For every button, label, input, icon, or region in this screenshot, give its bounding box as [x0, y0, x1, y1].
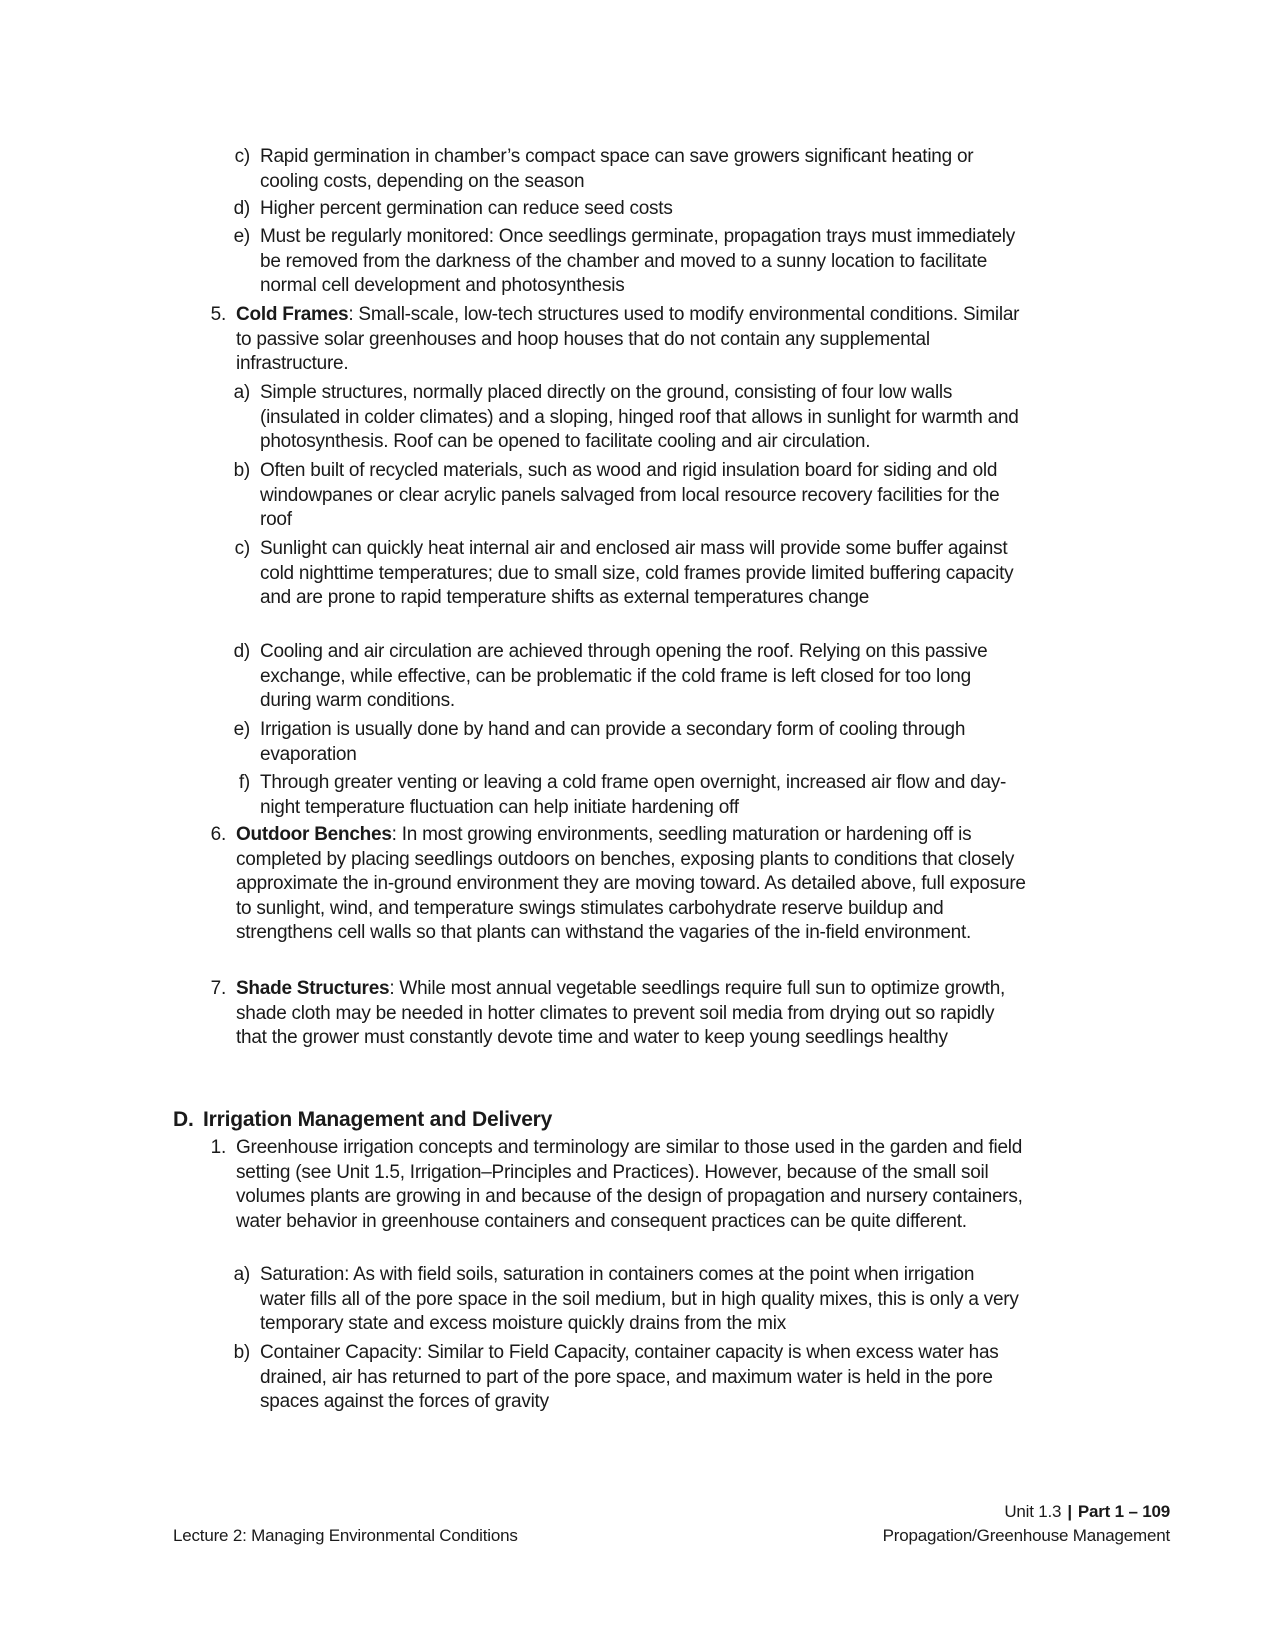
item-term: Cold Frames [236, 304, 349, 325]
list-item [233, 381, 1020, 455]
list-marker: 1. [210, 1137, 226, 1158]
footer-part: Part 1 – 109 [1077, 1502, 1170, 1521]
list-item-text: Simple structures, normally placed directly on the ground, consisting of four low walls (insulated in colder climates) and a sloping, hinged roof that allows in sunlight for warmth and photosynthesis. Roof can be opened to facilitate cooling and air circulation. [260, 382, 1019, 452]
list-item [234, 537, 1020, 611]
list-item [233, 1341, 1020, 1415]
list-item-text: Sunlight can quickly heat internal air and enclosed air mass will provide some buffer against cold nighttime temperatures; due to small size, cold frames provide limited buffering capacity and are prone to rapid temperature shifts as external temperatures change [260, 538, 1014, 608]
list-marker: c) [234, 146, 250, 167]
list-item [233, 1263, 1020, 1337]
item-description: : Small-scale, low-tech structures used to modify environmental conditions. Similar to passive solar greenhouses and hoop houses that do not contain any supplemental infrastructure. [236, 304, 1020, 374]
footer-subject: Propagation/Greenhouse Management [882, 1526, 1170, 1545]
list-marker: e) [233, 226, 250, 247]
list-marker: d) [233, 641, 250, 662]
list-item-text [236, 977, 1026, 1051]
item-term: Outdoor Benches [236, 824, 392, 845]
list-marker: f) [238, 772, 250, 793]
list-marker: b) [233, 1342, 250, 1363]
list-item [233, 640, 1020, 714]
list-item-text: Cooling and air circulation are achieved through opening the roof. Relying on this passive exchange, while effective, can be problematic if the cold frame is left closed for too long during warm conditions. [260, 641, 988, 711]
list-item-text [236, 823, 1026, 946]
item-term: Shade Structures [236, 978, 390, 999]
list-item [233, 225, 1020, 299]
item-description: : While most annual vegetable seedlings require full sun to optimize growth, shade cloth may be needed in hotter climates to prevent soil media from drying out so rapidly that the grower must constantly devote time and water to keep young seedlings healthy [236, 978, 1006, 1048]
footer-lecture: Lecture 2: Managing Environmental Conditions [173, 1526, 518, 1545]
list-item-text: Saturation: As with field soils, saturation in containers comes at the point when irrigation water fills all of the pore space in the soil medium, but in high quality mixes, this is only a very temporary state and excess moisture quickly drains from the mix [260, 1264, 1019, 1334]
list-item [233, 197, 1020, 222]
list-marker: b) [233, 460, 250, 481]
list-marker: 6. [210, 824, 226, 845]
list-marker: d) [233, 198, 250, 219]
item-description: : In most growing environments, seedling maturation or hardening off is completed by placing seedlings outdoors on benches, exposing plants to conditions that closely approximate the in-ground environment they are moving toward. As detailed above, full exposure to sunlight, wind, and temperature swings stimulates carbohydrate reserve buildup and strengthens cell walls so that plants can withstand the vagaries of the in-field environment. [236, 824, 1026, 943]
numbered-item [210, 823, 1026, 946]
list-marker: a) [233, 382, 250, 403]
list-item [238, 771, 1020, 820]
footer-page-number [1004, 1502, 1170, 1522]
section-heading [173, 1108, 552, 1133]
list-item-text [236, 303, 1026, 377]
section-title: Irrigation Management and Delivery [203, 1108, 553, 1131]
list-marker: c) [234, 538, 250, 559]
section-marker: D. [173, 1108, 194, 1131]
numbered-item [210, 1136, 1026, 1234]
list-marker: 7. [210, 978, 226, 999]
numbered-item [210, 977, 1026, 1051]
list-item-text: Rapid germination in chamber’s compact space can save growers significant heating or cooling costs, depending on the season [260, 146, 974, 192]
list-item-text: Container Capacity: Similar to Field Capacity, container capacity is when excess water has drained, air has returned to part of the pore space, and maximum water is held in the pore spaces against the forces of gravity [260, 1342, 999, 1412]
list-item [233, 718, 1020, 767]
footer-unit: Unit 1.3 [1004, 1502, 1062, 1521]
list-item-text: Irrigation is usually done by hand and can provide a secondary form of cooling through evaporation [260, 719, 966, 765]
list-item-text: Often built of recycled materials, such as wood and rigid insulation board for siding and old windowpanes or clear acrylic panels salvaged from local resource recovery facilities for the roof [260, 460, 1000, 530]
list-item-text: Must be regularly monitored: Once seedlings germinate, propagation trays must immediately be removed from the darkness of the chamber and moved to a sunny location to facilitate normal cell development and photosynthesis [260, 226, 1016, 296]
list-marker: 5. [210, 304, 226, 325]
numbered-item [210, 303, 1026, 377]
footer-separator: | [1067, 1502, 1072, 1521]
list-item-text: Greenhouse irrigation concepts and terminology are similar to those used in the garden and field setting (see Unit 1.5, Irrigation–Principles and Practices). However, because of the small soil volumes plants are growing in and because of the design of propagation and nursery containers, water behavior in greenhouse containers and consequent practices can be quite different. [236, 1137, 1023, 1232]
list-marker: e) [233, 719, 250, 740]
list-marker: a) [233, 1264, 250, 1285]
list-item [234, 145, 1020, 194]
list-item [233, 459, 1020, 533]
list-item-text: Higher percent germination can reduce seed costs [260, 198, 673, 219]
list-item-text: Through greater venting or leaving a cold frame open overnight, increased air flow and day-night temperature fluctuation can help initiate hardening off [260, 772, 1007, 818]
